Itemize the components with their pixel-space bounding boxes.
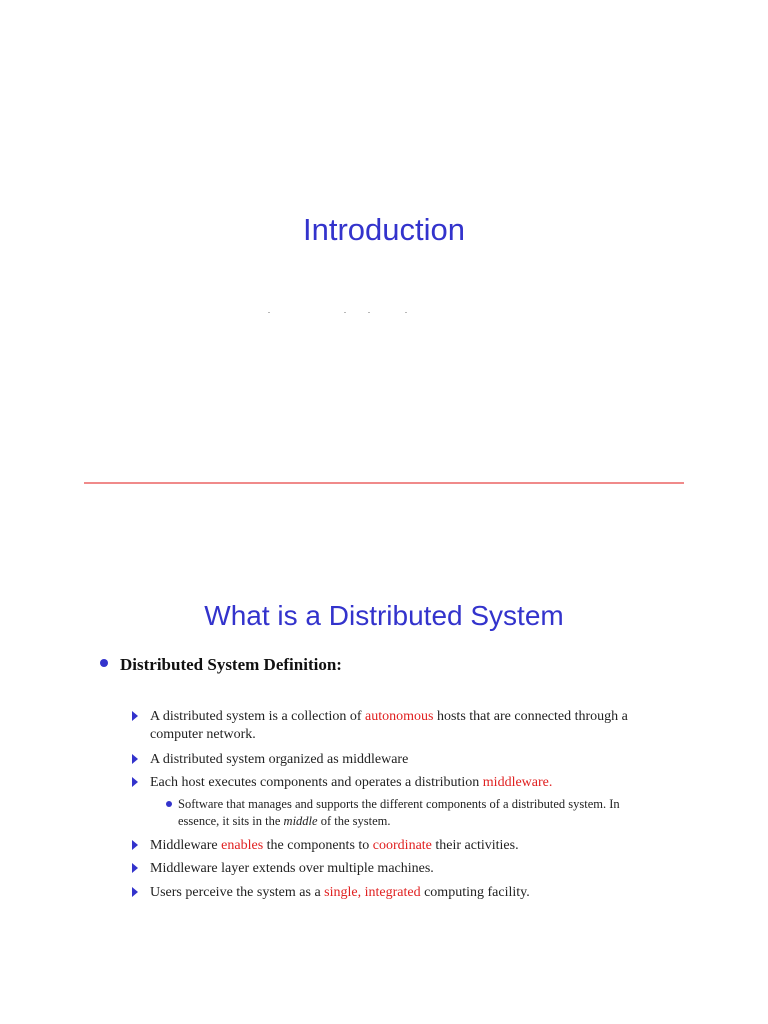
bullet-dot-icon <box>100 659 108 667</box>
slide-title-distributed-system: What is a Distributed System <box>204 600 564 631</box>
list-item: Middleware enables the components to coordinate their activities. <box>150 837 670 855</box>
slide-title-introduction: Introduction <box>303 212 465 247</box>
arrow-bullet-icon <box>132 887 138 897</box>
list-item: A distributed system is a collection of autonomous hosts that are connected through a computer network. <box>150 708 670 744</box>
sub-bullet-dot-icon <box>166 801 172 807</box>
arrow-bullet-icon <box>132 863 138 873</box>
slide-divider <box>84 482 684 484</box>
arrow-bullet-icon <box>132 754 138 764</box>
arrow-bullet-icon <box>132 711 138 721</box>
faint-artifact <box>266 312 416 316</box>
arrow-bullet-icon <box>132 840 138 850</box>
sub-list-item: Software that manages and supports the different components of a distributed system. In essence, it sits in the middle of the system. <box>178 796 648 830</box>
definition-heading: Distributed System Definition: <box>120 655 342 674</box>
list-item: Users perceive the system as a single, integrated computing facility. <box>150 884 670 902</box>
list-item: Each host executes components and operates a distribution middleware. <box>150 774 670 792</box>
list-item: A distributed system organized as middleware <box>150 751 670 769</box>
arrow-bullet-icon <box>132 777 138 787</box>
list-item: Middleware layer extends over multiple machines. <box>150 860 670 878</box>
